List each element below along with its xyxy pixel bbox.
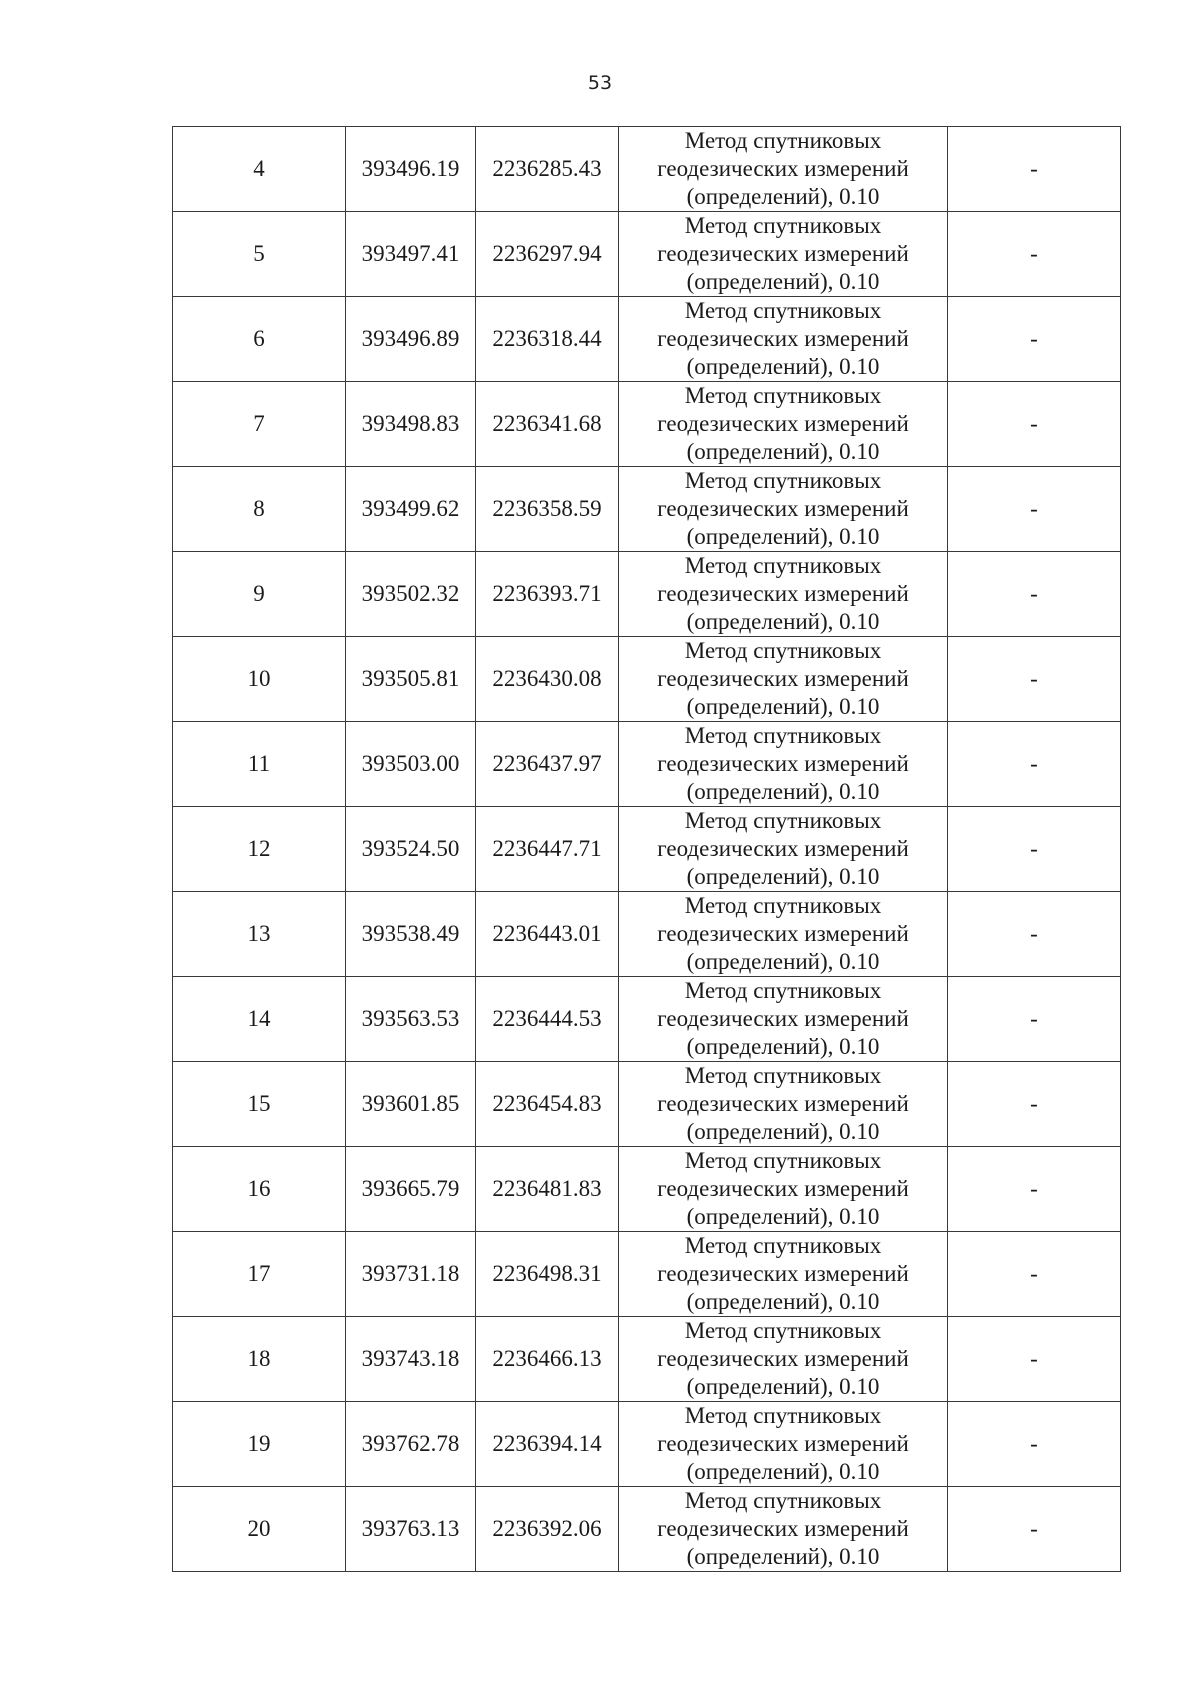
description-cell: - (948, 1487, 1121, 1572)
method-cell (619, 637, 948, 722)
method-cell (619, 1402, 948, 1487)
table-row (173, 297, 1121, 382)
table-row (173, 212, 1121, 297)
description-cell: - (948, 977, 1121, 1062)
method-text-line: Метод спутниковых (684, 128, 882, 153)
description-cell: - (948, 1232, 1121, 1317)
table-row (173, 1487, 1121, 1572)
method-text-line: (определений), 0.10 (686, 524, 880, 549)
method-text-line: (определений), 0.10 (686, 1544, 880, 1569)
y-coordinate-cell: 2236392.06 (476, 1487, 619, 1572)
method-text-line: Метод спутниковых (684, 1318, 882, 1343)
description-cell: - (948, 637, 1121, 722)
method-text-line: геодезических измерений (657, 1346, 909, 1371)
table-row (173, 127, 1121, 212)
x-coordinate-cell: 393505.81 (346, 637, 476, 722)
y-coordinate-cell: 2236318.44 (476, 297, 619, 382)
x-coordinate-cell: 393498.83 (346, 382, 476, 467)
point-number-cell: 16 (173, 1147, 346, 1232)
y-coordinate-cell: 2236393.71 (476, 552, 619, 637)
y-coordinate-cell: 2236437.97 (476, 722, 619, 807)
method-cell (619, 1317, 948, 1402)
method-text-line: геодезических измерений (657, 241, 909, 266)
x-coordinate-cell: 393496.89 (346, 297, 476, 382)
point-number-cell: 20 (173, 1487, 346, 1572)
method-text-line: Метод спутниковых (684, 978, 882, 1003)
description-cell: - (948, 1402, 1121, 1487)
point-number-cell: 12 (173, 807, 346, 892)
method-text-line: Метод спутниковых (684, 1063, 882, 1088)
method-cell (619, 1487, 948, 1572)
method-text-line: Метод спутниковых (684, 383, 882, 408)
method-cell (619, 807, 948, 892)
method-text-line: (определений), 0.10 (686, 439, 880, 464)
y-coordinate-cell: 2236297.94 (476, 212, 619, 297)
table-row (173, 977, 1121, 1062)
method-text-line: (определений), 0.10 (686, 864, 880, 889)
y-coordinate-cell: 2236443.01 (476, 892, 619, 977)
method-text-line: Метод спутниковых (684, 638, 882, 663)
point-number-cell: 14 (173, 977, 346, 1062)
method-text-line: (определений), 0.10 (686, 694, 880, 719)
method-text-line: (определений), 0.10 (686, 354, 880, 379)
point-number-cell: 5 (173, 212, 346, 297)
y-coordinate-cell: 2236444.53 (476, 977, 619, 1062)
y-coordinate-cell: 2236481.83 (476, 1147, 619, 1232)
method-text-line: Метод спутниковых (684, 468, 882, 493)
method-text-line: геодезических измерений (657, 921, 909, 946)
method-cell (619, 1147, 948, 1232)
y-coordinate-cell: 2236358.59 (476, 467, 619, 552)
table-row (173, 1147, 1121, 1232)
method-text-line: (определений), 0.10 (686, 1289, 880, 1314)
table-row (173, 722, 1121, 807)
method-text-line: (определений), 0.10 (686, 1204, 880, 1229)
description-cell: - (948, 1147, 1121, 1232)
method-text-line: геодезических измерений (657, 1431, 909, 1456)
y-coordinate-cell: 2236466.13 (476, 1317, 619, 1402)
y-coordinate-cell: 2236498.31 (476, 1232, 619, 1317)
description-cell: - (948, 127, 1121, 212)
method-cell (619, 212, 948, 297)
x-coordinate-cell: 393538.49 (346, 892, 476, 977)
table-row (173, 637, 1121, 722)
method-text-line: (определений), 0.10 (686, 949, 880, 974)
method-cell (619, 892, 948, 977)
y-coordinate-cell: 2236285.43 (476, 127, 619, 212)
point-number-cell: 4 (173, 127, 346, 212)
method-text-line: Метод спутниковых (684, 1488, 882, 1513)
page-number: 53 (587, 72, 613, 94)
table-row (173, 892, 1121, 977)
x-coordinate-cell: 393743.18 (346, 1317, 476, 1402)
table-row (173, 467, 1121, 552)
method-text-line: (определений), 0.10 (686, 1034, 880, 1059)
method-text-line: геодезических измерений (657, 581, 909, 606)
method-text-line: геодезических измерений (657, 156, 909, 181)
x-coordinate-cell: 393731.18 (346, 1232, 476, 1317)
point-number-cell: 19 (173, 1402, 346, 1487)
method-text-line: (определений), 0.10 (686, 609, 880, 634)
point-number-cell: 17 (173, 1232, 346, 1317)
y-coordinate-cell: 2236447.71 (476, 807, 619, 892)
method-text-line: (определений), 0.10 (686, 1459, 880, 1484)
method-text-line: Метод спутниковых (684, 553, 882, 578)
point-number-cell: 6 (173, 297, 346, 382)
table-row (173, 552, 1121, 637)
description-cell: - (948, 1062, 1121, 1147)
method-text-line: Метод спутниковых (684, 808, 882, 833)
method-cell (619, 1062, 948, 1147)
description-cell: - (948, 297, 1121, 382)
method-text-line: Метод спутниковых (684, 893, 882, 918)
point-number-cell: 13 (173, 892, 346, 977)
method-text-line: Метод спутниковых (684, 1403, 882, 1428)
x-coordinate-cell: 393497.41 (346, 212, 476, 297)
method-text-line: геодезических измерений (657, 751, 909, 776)
method-text-line: геодезических измерений (657, 411, 909, 436)
method-text-line: Метод спутниковых (684, 723, 882, 748)
method-text-line: геодезических измерений (657, 1516, 909, 1541)
point-number-cell: 7 (173, 382, 346, 467)
method-cell (619, 1232, 948, 1317)
y-coordinate-cell: 2236454.83 (476, 1062, 619, 1147)
description-cell: - (948, 382, 1121, 467)
description-cell: - (948, 807, 1121, 892)
method-text-line: геодезических измерений (657, 1261, 909, 1286)
x-coordinate-cell: 393496.19 (346, 127, 476, 212)
x-coordinate-cell: 393524.50 (346, 807, 476, 892)
description-cell: - (948, 892, 1121, 977)
coordinates-table-body (173, 127, 1121, 1572)
method-text-line: геодезических измерений (657, 1176, 909, 1201)
table-row (173, 1317, 1121, 1402)
method-text-line: геодезических измерений (657, 496, 909, 521)
x-coordinate-cell: 393563.53 (346, 977, 476, 1062)
method-text-line: (определений), 0.10 (686, 1374, 880, 1399)
x-coordinate-cell: 393762.78 (346, 1402, 476, 1487)
x-coordinate-cell: 393499.62 (346, 467, 476, 552)
method-text-line: (определений), 0.10 (686, 184, 880, 209)
x-coordinate-cell: 393503.00 (346, 722, 476, 807)
point-number-cell: 8 (173, 467, 346, 552)
point-number-cell: 18 (173, 1317, 346, 1402)
y-coordinate-cell: 2236341.68 (476, 382, 619, 467)
description-cell: - (948, 552, 1121, 637)
method-cell (619, 127, 948, 212)
description-cell: - (948, 467, 1121, 552)
method-cell (619, 382, 948, 467)
x-coordinate-cell: 393763.13 (346, 1487, 476, 1572)
y-coordinate-cell: 2236430.08 (476, 637, 619, 722)
method-cell (619, 722, 948, 807)
point-number-cell: 9 (173, 552, 346, 637)
point-number-cell: 10 (173, 637, 346, 722)
method-text-line: геодезических измерений (657, 1091, 909, 1116)
method-text-line: Метод спутниковых (684, 298, 882, 323)
method-text-line: Метод спутниковых (684, 1148, 882, 1173)
table-row (173, 1402, 1121, 1487)
table-row (173, 1232, 1121, 1317)
description-cell: - (948, 212, 1121, 297)
method-cell (619, 552, 948, 637)
description-cell: - (948, 722, 1121, 807)
x-coordinate-cell: 393665.79 (346, 1147, 476, 1232)
method-text-line: (определений), 0.10 (686, 779, 880, 804)
y-coordinate-cell: 2236394.14 (476, 1402, 619, 1487)
x-coordinate-cell: 393502.32 (346, 552, 476, 637)
description-cell: - (948, 1317, 1121, 1402)
method-text-line: геодезических измерений (657, 326, 909, 351)
table-row (173, 382, 1121, 467)
method-text-line: Метод спутниковых (684, 1233, 882, 1258)
method-cell (619, 467, 948, 552)
method-text-line: (определений), 0.10 (686, 1119, 880, 1144)
method-text-line: геодезических измерений (657, 1006, 909, 1031)
coordinates-table (172, 126, 1121, 1572)
method-text-line: Метод спутниковых (684, 213, 882, 238)
table-row (173, 1062, 1121, 1147)
method-text-line: геодезических измерений (657, 666, 909, 691)
method-text-line: геодезических измерений (657, 836, 909, 861)
method-text-line: (определений), 0.10 (686, 269, 880, 294)
point-number-cell: 11 (173, 722, 346, 807)
point-number-cell: 15 (173, 1062, 346, 1147)
method-cell (619, 977, 948, 1062)
method-cell (619, 297, 948, 382)
x-coordinate-cell: 393601.85 (346, 1062, 476, 1147)
table-row (173, 807, 1121, 892)
